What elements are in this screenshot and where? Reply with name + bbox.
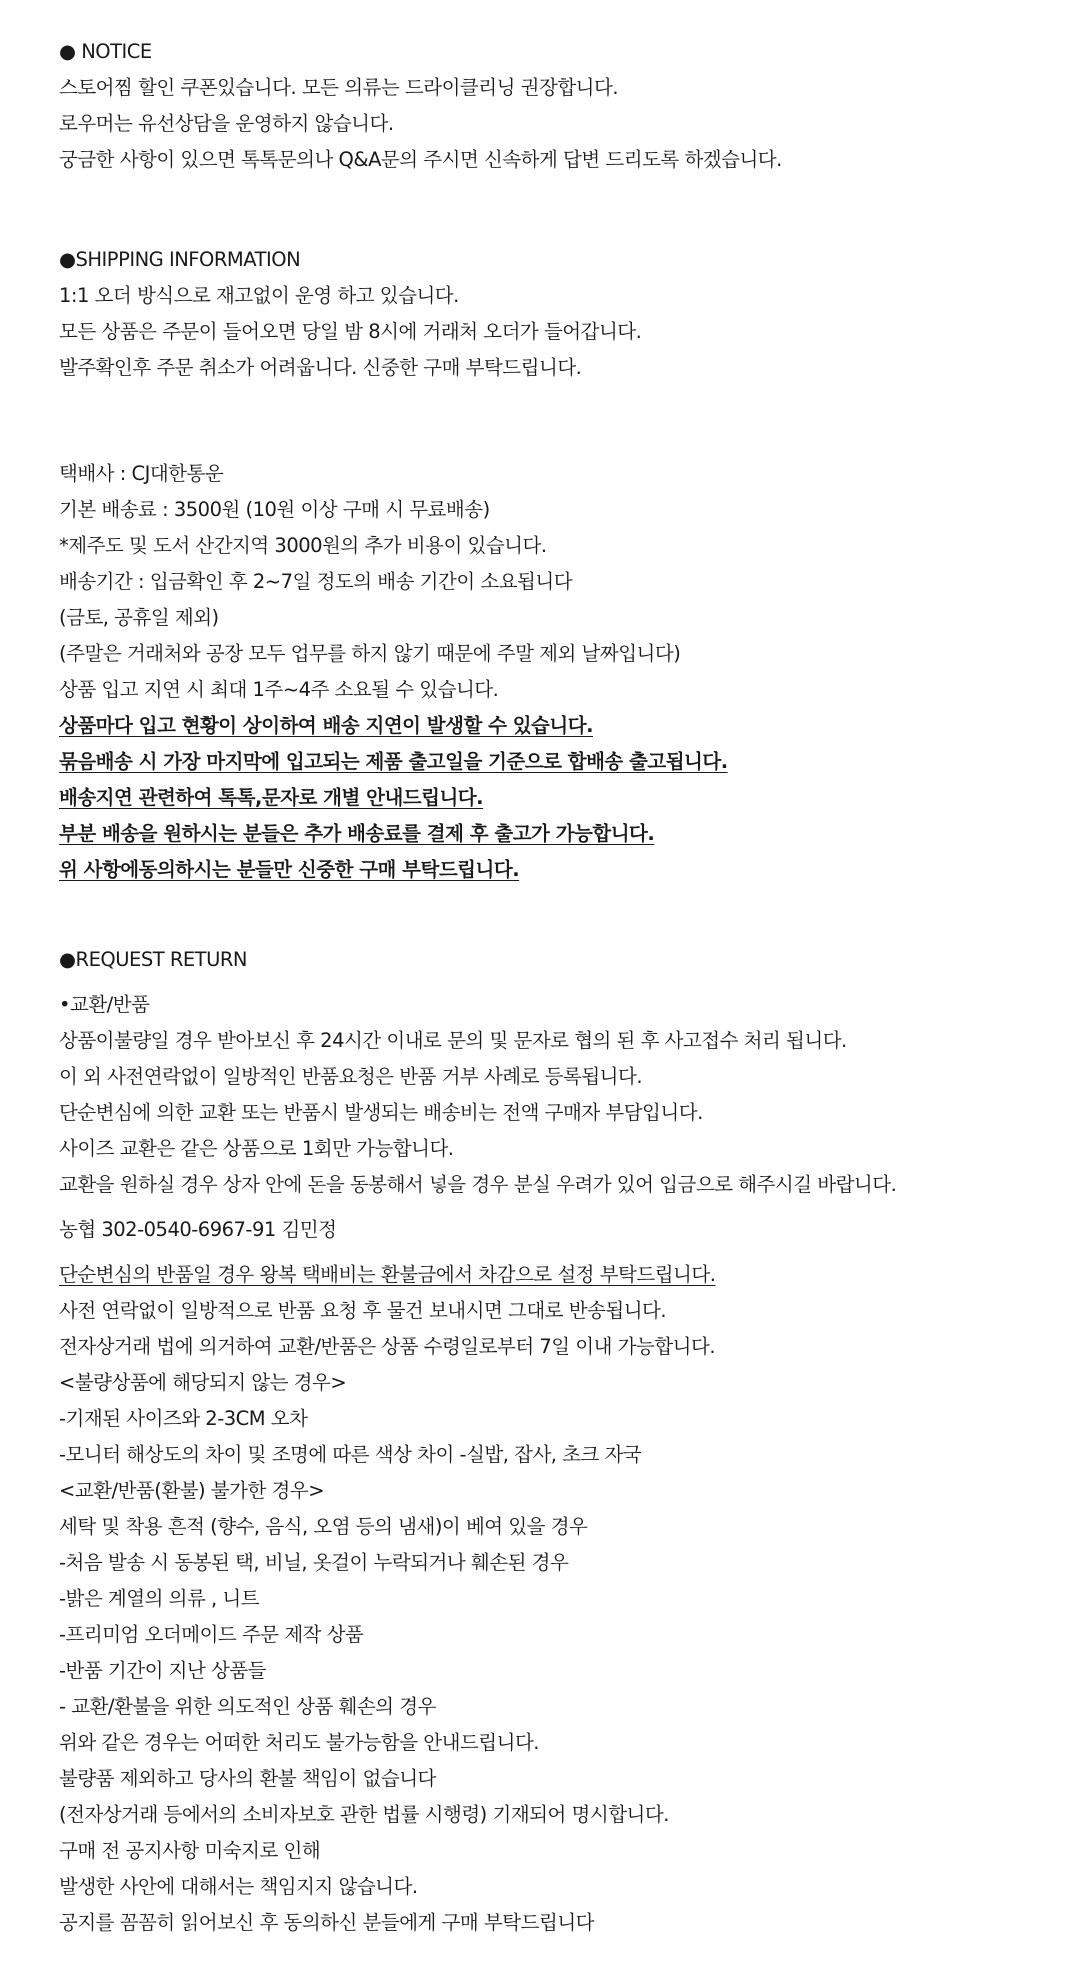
policy-line: -처음 발송 시 동봉된 택, 비닐, 옷걸이 누락되거나 훼손된 경우 <box>59 1551 569 1574</box>
shipping-detail-line: *제주도 및 도서 산간지역 3000원의 추가 비용이 있습니다. <box>59 534 547 557</box>
shipping-detail-line: (금토, 공휴일 제외) <box>59 606 219 629</box>
returns-line: 이 외 사전연락없이 일방적인 반품요청은 반품 거부 사례로 등록됩니다. <box>59 1065 643 1088</box>
policy-line: (전자상거래 등에서의 소비자보호 관한 법률 시행령) 기재되어 명시합니다. <box>59 1803 669 1826</box>
returns-section <box>59 942 1080 1941</box>
spacer <box>59 888 1080 942</box>
policy-line: -프리미엄 오더메이드 주문 제작 상품 <box>59 1623 364 1646</box>
shipping-emphasis-line: 배송지연 관련하여 톡톡,문자로 개별 안내드립니다. <box>59 786 484 809</box>
notice-line: 스토어찜 할인 쿠폰있습니다. 모든 의류는 드라이클리닝 권장합니다. <box>59 76 619 99</box>
spacer <box>59 1248 1080 1257</box>
policy-line: <불량상품에 해당되지 않는 경우> <box>59 1371 347 1394</box>
spacer <box>59 386 1080 456</box>
policy-line: -밝은 계열의 의류 , 니트 <box>59 1587 260 1610</box>
shipping-fee: 기본 배송료 : 3500원 (10원 이상 구매 시 무료배송) <box>59 498 490 521</box>
shipping-detail-line: 배송기간 : 입금확인 후 2~7일 정도의 배송 기간이 소요됩니다 <box>59 570 573 593</box>
spacer <box>59 178 1080 242</box>
policy-line: 세탁 및 착용 흔적 (향수, 음식, 오염 등의 냄새)이 베여 있을 경우 <box>59 1515 588 1538</box>
policy-line: 위와 같은 경우는 어떠한 처리도 불가능함을 안내드립니다. <box>59 1731 539 1754</box>
notice-section <box>59 34 1080 178</box>
notice-line: 궁금한 사항이 있으면 톡톡문의나 Q&A문의 주시면 신속하게 답변 드리도록 하겠습니다. <box>59 148 782 171</box>
policy-line: 구매 전 공지사항 미숙지로 인해 <box>59 1839 321 1862</box>
policy-line: -기재된 사이즈와 2-3CM 오차 <box>59 1407 308 1430</box>
spacer <box>59 1203 1080 1212</box>
policy-line: <교환/반품(환불) 불가한 경우> <box>59 1479 325 1502</box>
shipping-emphasis-line: 위 사항에동의하시는 분들만 신중한 구매 부탁드립니다. <box>59 858 520 881</box>
shipping-intro-line: 1:1 오더 방식으로 재고없이 운영 하고 있습니다. <box>59 284 459 307</box>
policy-line: 전자상거래 법에 의거하여 교환/반품은 상품 수령일로부터 7일 이내 가능합니다. <box>59 1335 716 1358</box>
returns-subheading: •교환/반품 <box>59 993 150 1016</box>
spacer <box>59 978 1080 987</box>
return-shipping-note: 단순변심의 반품일 경우 왕복 택배비는 환불금에서 차감으로 설정 부탁드립니다. <box>59 1263 716 1286</box>
returns-line: 교환을 원하실 경우 상자 안에 돈을 동봉해서 넣을 경우 분실 우려가 있어 입금으로 해주시길 바랍니다. <box>59 1173 897 1196</box>
policy-line: 공지를 꼼꼼히 읽어보신 후 동의하신 분들에게 구매 부탁드립니다 <box>59 1911 594 1934</box>
shipping-emphasis-line: 상품마다 입고 현황이 상이하여 배송 지연이 발생할 수 있습니다. <box>59 714 593 737</box>
shipping-emphasis-line: 부분 배송을 원하시는 분들은 추가 배송료를 결제 후 출고가 가능합니다. <box>59 822 655 845</box>
returns-line: 사이즈 교환은 같은 상품으로 1회만 가능합니다. <box>59 1137 454 1160</box>
shipping-detail-line: 상품 입고 지연 시 최대 1주~4주 소요될 수 있습니다. <box>59 678 499 701</box>
returns-line: 상품이불량일 경우 받아보신 후 24시간 이내로 문의 및 문자로 협의 된 후 사고접수 처리 됩니다. <box>59 1029 847 1052</box>
notice-heading: ● NOTICE <box>59 40 152 63</box>
bank-account: 농협 302-0540-6967-91 김민정 <box>59 1218 337 1241</box>
notice-line: 로우머는 유선상담을 운영하지 않습니다. <box>59 112 394 135</box>
policy-line: - 교환/환불을 위한 의도적인 상품 훼손의 경우 <box>59 1695 436 1718</box>
policy-line: -모니터 해상도의 차이 및 조명에 따른 색상 차이 -실밥, 잡사, 초크 자국 <box>59 1443 642 1466</box>
shipping-intro-line: 모든 상품은 주문이 들어오면 당일 밤 8시에 거래처 오더가 들어갑니다. <box>59 320 642 343</box>
shipping-courier: 택배사 : CJ대한통운 <box>59 462 224 485</box>
shipping-intro-line: 발주확인후 주문 취소가 어려웁니다. 신중한 구매 부탁드립니다. <box>59 356 582 379</box>
policy-line: 발생한 사안에 대해서는 책임지지 않습니다. <box>59 1875 418 1898</box>
shipping-emphasis-line: 묶음배송 시 가장 마지막에 입고되는 제품 출고일을 기준으로 합배송 출고됩니다. <box>59 750 728 773</box>
shipping-detail-line: (주말은 거래처와 공장 모두 업무를 하지 않기 때문에 주말 제외 날짜입니다) <box>59 642 681 665</box>
shipping-heading: ●SHIPPING INFORMATION <box>59 248 301 271</box>
policy-line: 사전 연락없이 일방적으로 반품 요청 후 물건 보내시면 그대로 반송됩니다. <box>59 1299 667 1322</box>
returns-heading: ●REQUEST RETURN <box>59 948 248 971</box>
policy-line: 불량품 제외하고 당사의 환불 책임이 없습니다 <box>59 1767 436 1790</box>
returns-line: 단순변심에 의한 교환 또는 반품시 발생되는 배송비는 전액 구매자 부담입니다. <box>59 1101 703 1124</box>
policy-line: -반품 기간이 지난 상품들 <box>59 1659 267 1682</box>
shipping-section <box>59 242 1080 888</box>
